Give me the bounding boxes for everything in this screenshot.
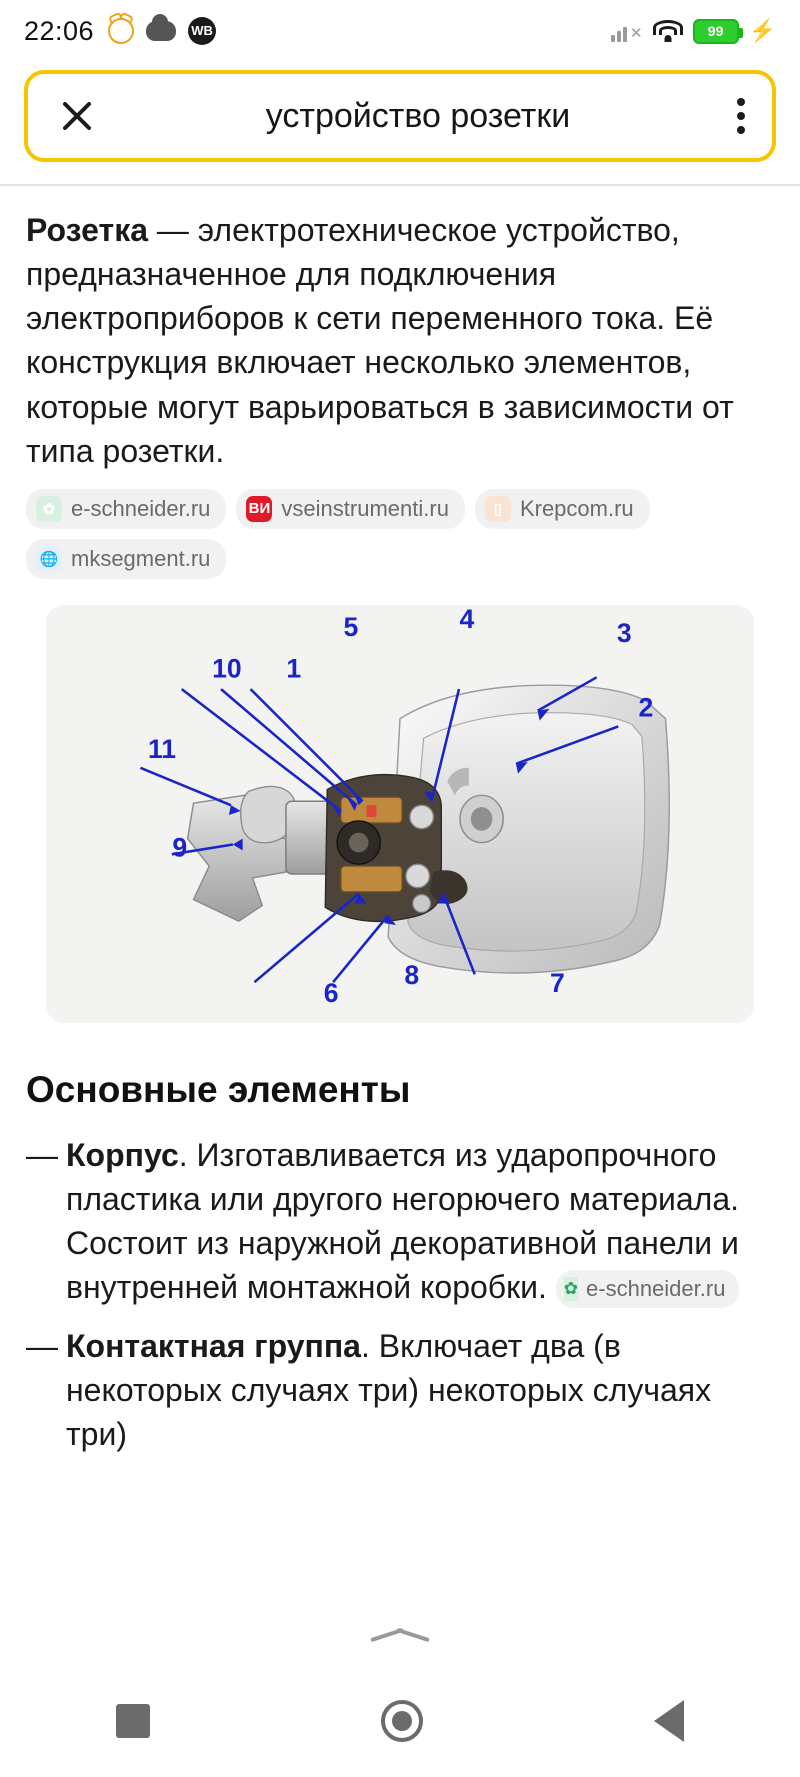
source-chip[interactable] (26, 489, 226, 529)
close-icon[interactable] (54, 93, 100, 139)
search-bar[interactable] (24, 70, 776, 162)
source-chip[interactable] (475, 489, 650, 529)
source-chip-label: mksegment.ru (71, 545, 211, 571)
source-chip-label: Krepcom.ru (519, 495, 634, 521)
back-triangle-icon[interactable] (654, 1700, 684, 1742)
wb-app-icon: WB (188, 17, 216, 45)
bolt-favicon: ▯ (485, 496, 511, 522)
source-chip-label: vseinstrumenti.ru (281, 495, 449, 521)
charging-bolt-icon: ⚡ (748, 18, 776, 43)
list-item (26, 1324, 774, 1456)
leaf-favicon: ✿ (564, 1277, 578, 1300)
section-heading: Основные элементы (26, 1068, 411, 1110)
svg-text:11: 11 (147, 733, 177, 764)
answer-body-text: — электротехническое устройство, предназначенное для подключения электроприборов к сети переменного тока. Её конструкция включает несколько элементов, которые могут варьироваться в зависимости от типа розетки. (26, 212, 734, 469)
list-item-text: Контактная группа. Включает два (в некоторых случаях три) некоторых случаях три) (66, 1327, 712, 1452)
svg-text:4: 4 (459, 604, 475, 635)
answer-lead-term: Розетка (26, 212, 149, 248)
search-input[interactable]: устройство розетки (265, 96, 571, 135)
status-bar-left-icons (108, 17, 216, 45)
source-chip[interactable] (236, 489, 465, 529)
svg-text:7: 7 (549, 967, 565, 998)
svg-text:6: 6 (323, 977, 339, 1008)
svg-text:1: 1 (286, 653, 302, 684)
globe-favicon: 🌐 (36, 546, 62, 572)
recents-square-icon[interactable] (116, 1704, 150, 1738)
list-item-term: Контактная группа (66, 1327, 361, 1364)
alarm-icon (108, 18, 134, 44)
vi-favicon: ВИ (246, 496, 272, 522)
leaf-favicon: ✿ (36, 496, 62, 522)
list-item-text (66, 1133, 774, 1310)
source-chip[interactable] (556, 1270, 740, 1308)
cloud-icon (146, 21, 176, 41)
list-item-body: . Включает два (в некоторых случаях три) (66, 1327, 621, 1408)
list-item (26, 1133, 774, 1310)
source-chip-label: e-schneider.ru (586, 1275, 726, 1301)
svg-text:9: 9 (172, 832, 188, 863)
header-divider (0, 184, 800, 186)
diagram-image[interactable] (46, 605, 754, 1023)
status-bar-right-icons (611, 19, 776, 44)
svg-text:3: 3 (616, 617, 632, 648)
socket-diagram-svg (46, 605, 754, 1023)
home-circle-icon[interactable] (381, 1700, 423, 1742)
wifi-icon (653, 20, 683, 42)
source-chip-label: e-schneider.ru (71, 495, 211, 521)
svg-text:10: 10 (212, 653, 242, 684)
list-dash: — (26, 1136, 58, 1173)
battery-percent-label: 99 (707, 23, 724, 39)
svg-text:8: 8 (404, 960, 420, 991)
system-nav-bar (0, 1665, 800, 1777)
answer-paragraph (26, 208, 774, 473)
answer-content (0, 208, 800, 1456)
list-item-body: . Изготавливается из ударопрочного пластика или другого негорючего материала. Состоит из наружной декоративной панели и внутренней монтажной коробки. (66, 1136, 740, 1306)
status-bar (0, 0, 800, 62)
status-bar-clock: 22:06 (24, 15, 95, 46)
overflow-menu-icon[interactable] (736, 98, 746, 134)
list-item-term: Корпус (66, 1136, 179, 1173)
source-chip[interactable] (26, 539, 226, 579)
svg-text:5: 5 (343, 611, 359, 642)
source-chip-list (26, 489, 774, 579)
battery-icon (693, 19, 739, 44)
list-dash: — (26, 1327, 58, 1364)
chevron-up-icon[interactable] (370, 1623, 430, 1649)
svg-text:2: 2 (638, 692, 654, 723)
signal-icon: ✕ (611, 20, 643, 42)
